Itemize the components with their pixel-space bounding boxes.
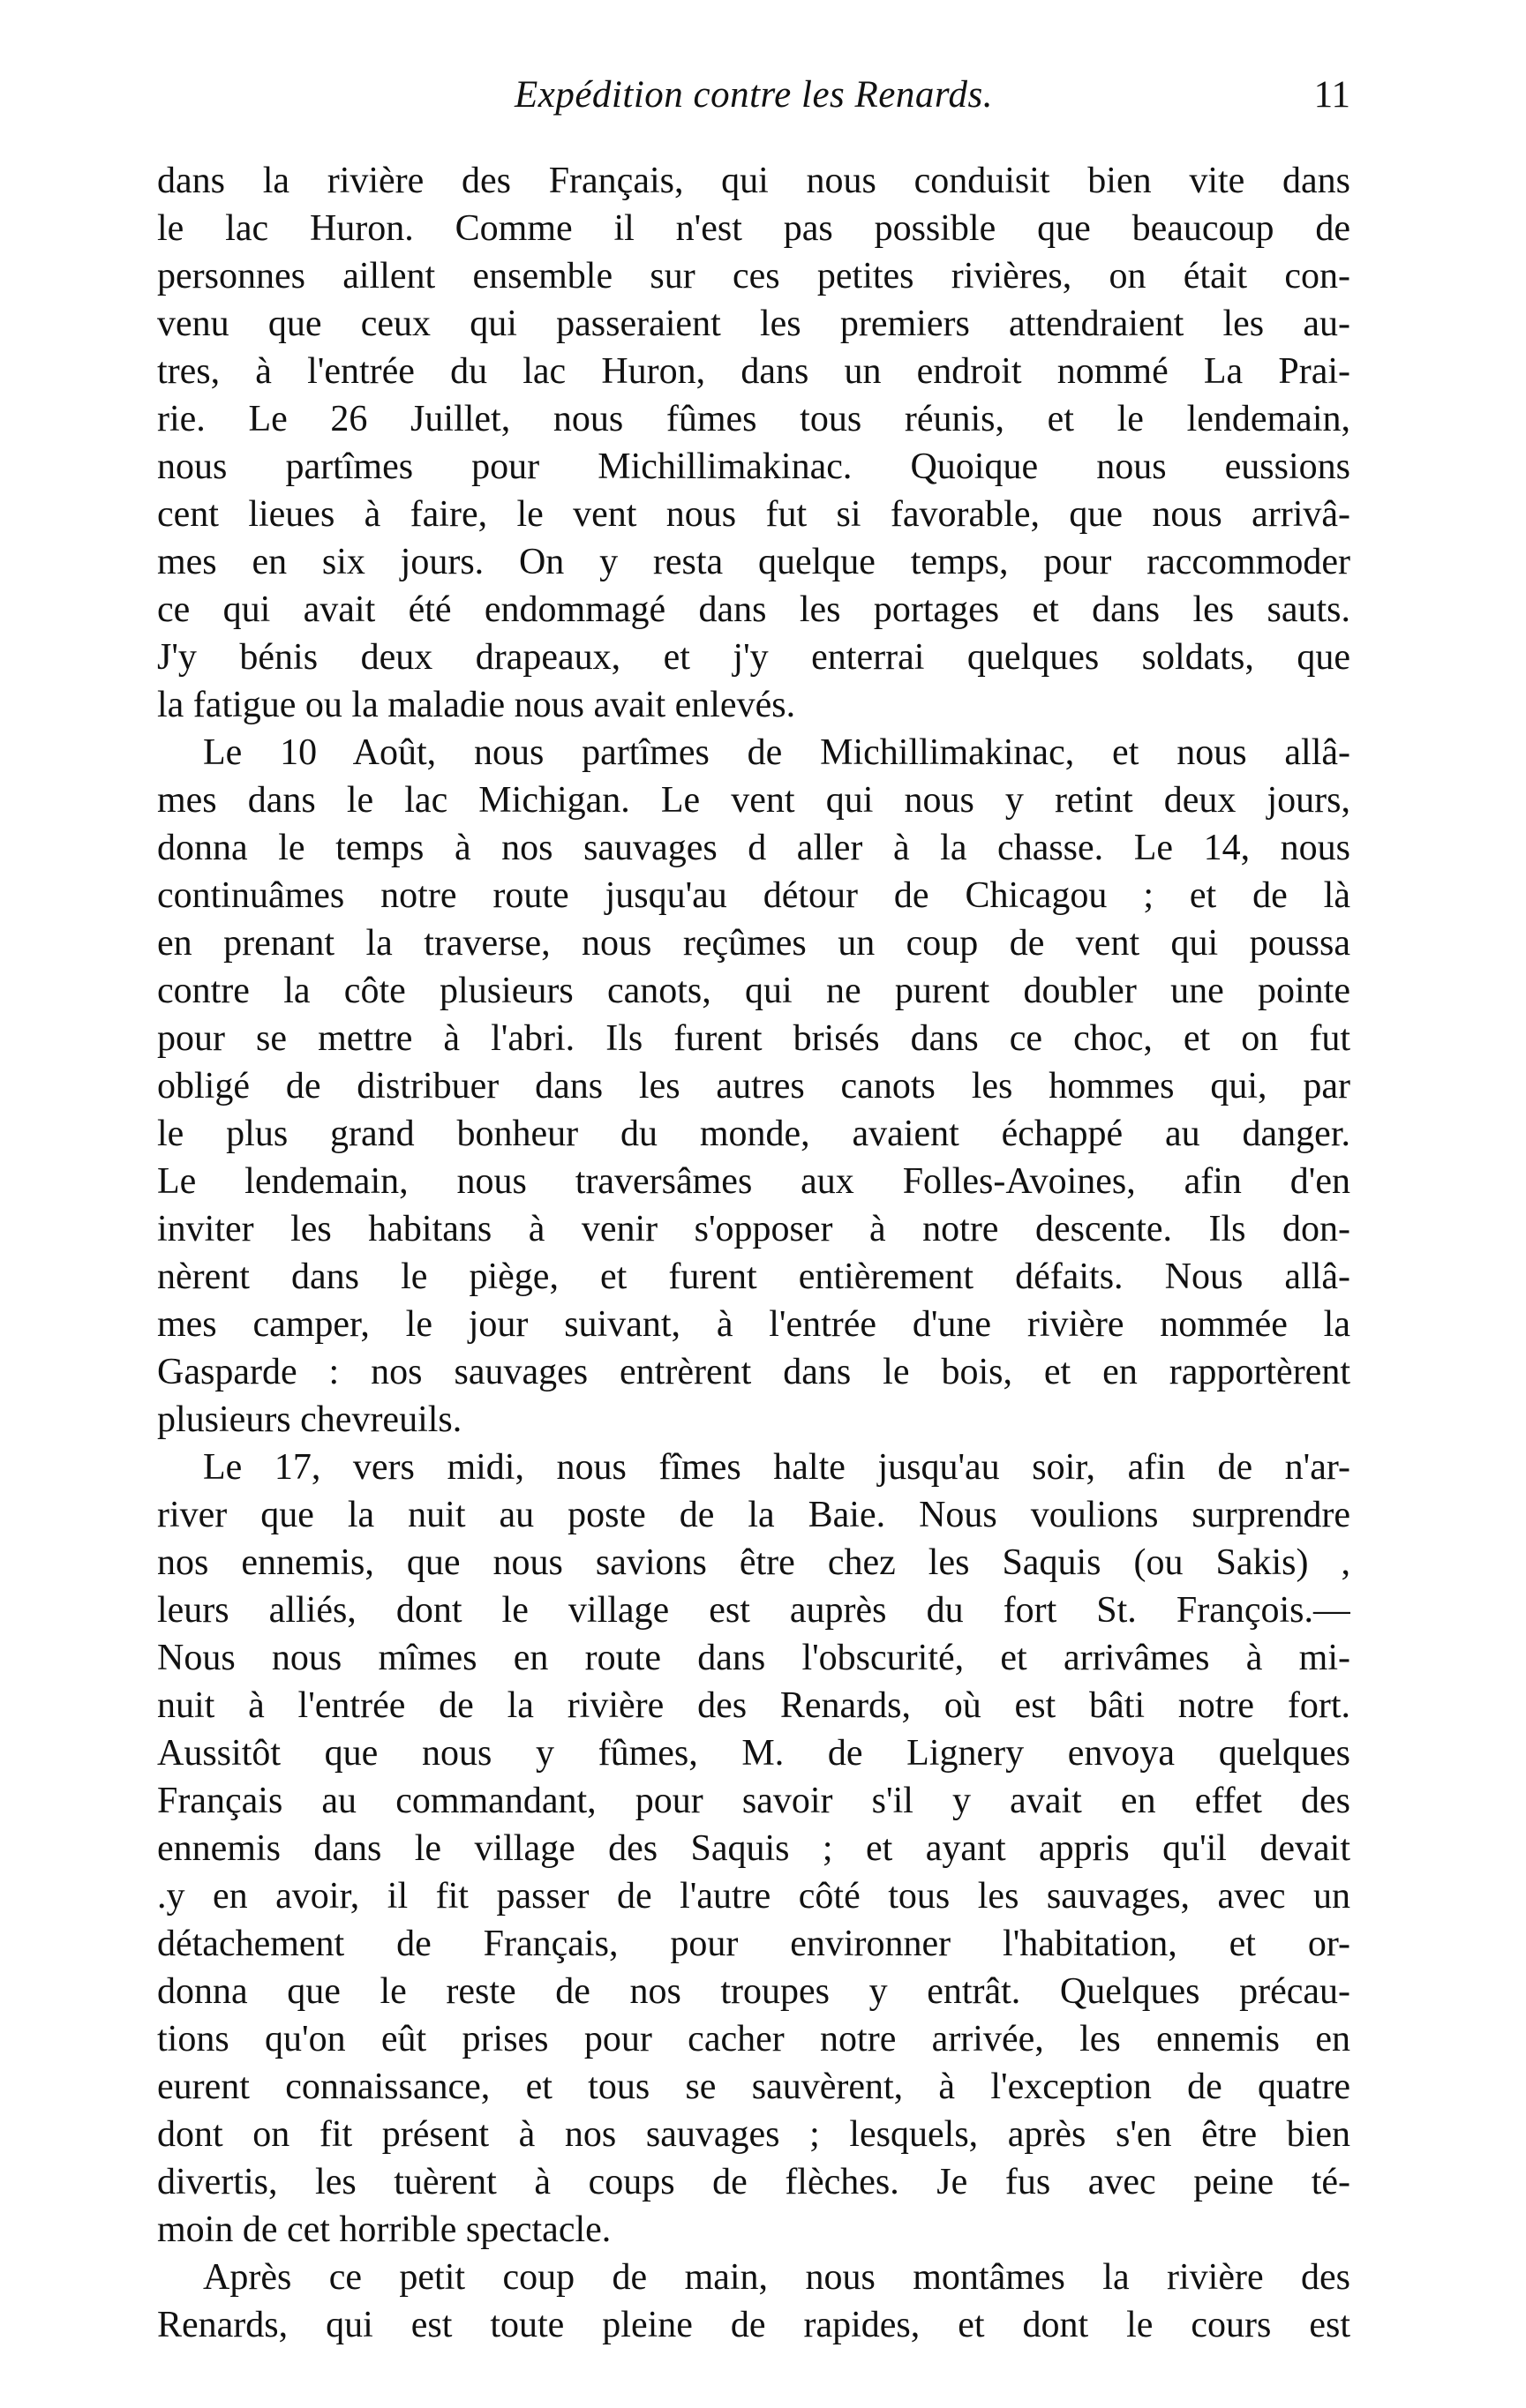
body-text	[157, 157, 1350, 2349]
text-line: en prenant la traverse, nous reçûmes un coup de vent qui poussa	[157, 923, 1350, 964]
text-line: J'y bénis deux drapeaux, et j'y enterrai quelques soldats, que	[157, 637, 1350, 678]
text-line: contre la côte plusieurs canots, qui ne purent doubler une pointe	[157, 971, 1350, 1011]
text-line: Nous nous mîmes en route dans l'obscurité, et arrivâmes à mi-	[157, 1638, 1350, 1678]
text-line: Aussitôt que nous y fûmes, M. de Lignery envoya quelques	[157, 1733, 1350, 1774]
text-line: dans la rivière des Français, qui nous conduisit bien vite dans	[157, 161, 1350, 201]
text-line: obligé de distribuer dans les autres canots les hommes qui, par	[157, 1066, 1350, 1106]
running-title: Expédition contre les Renards.	[514, 74, 994, 116]
text-line: moin de cet horrible spectacle.	[157, 2209, 612, 2250]
text-line: la fatigue ou la maladie nous avait enlevés.	[157, 685, 796, 725]
text-line: Renards, qui est toute pleine de rapides, et dont le cours est	[157, 2305, 1350, 2345]
text-line: Gasparde : nos sauvages entrèrent dans le bois, et en rapportèrent	[157, 1352, 1350, 1392]
text-line: Après ce petit coup de main, nous montâmes la rivière des	[203, 2257, 1350, 2298]
text-line: ce qui avait été endommagé dans les portages et dans les sauts.	[157, 589, 1350, 630]
page-number: 11	[1313, 74, 1350, 116]
text-line: nous partîmes pour Michillimakinac. Quoique nous eussions	[157, 446, 1350, 487]
text-line: détachement de Français, pour environner l'habitation, et or-	[157, 1924, 1350, 1964]
text-line: divertis, les tuèrent à coups de flèches. Je fus avec peine té-	[157, 2162, 1350, 2202]
text-line: Le 10 Août, nous partîmes de Michillimakinac, et nous allâ-	[203, 732, 1350, 773]
text-line: eurent connaissance, et tous se sauvèrent, à l'exception de quatre	[157, 2067, 1350, 2107]
text-line: ennemis dans le village des Saquis ; et ayant appris qu'il devait	[157, 1828, 1350, 1869]
text-line: river que la nuit au poste de la Baie. Nous voulions surprendre	[157, 1495, 1350, 1535]
text-line: nèrent dans le piège, et furent entièrement défaits. Nous allâ-	[157, 1257, 1350, 1297]
text-line: .y en avoir, il fit passer de l'autre côté tous les sauvages, avec un	[157, 1876, 1350, 1917]
text-line: Le 17, vers midi, nous fîmes halte jusqu'au soir, afin de n'ar-	[203, 1447, 1350, 1488]
text-line: tions qu'on eût prises pour cacher notre arrivée, les ennemis en	[157, 2019, 1350, 2059]
text-line: pour se mettre à l'abri. Ils furent brisés dans ce choc, et on fut	[157, 1018, 1350, 1059]
text-line: rie. Le 26 Juillet, nous fûmes tous réunis, et le lendemain,	[157, 399, 1350, 439]
text-line: inviter les habitans à venir s'opposer à notre descente. Ils don-	[157, 1209, 1350, 1249]
text-line: continuâmes notre route jusqu'au détour de Chicagou ; et de là	[157, 875, 1350, 916]
text-line: mes dans le lac Michigan. Le vent qui nous y retint deux jours,	[157, 780, 1350, 821]
text-line: Français au commandant, pour savoir s'il y avait en effet des	[157, 1781, 1350, 1821]
text-line: plusieurs chevreuils.	[157, 1399, 462, 1440]
text-line: le plus grand bonheur du monde, avaient échappé au danger.	[157, 1114, 1350, 1154]
text-line: donna que le reste de nos troupes y entrât. Quelques précau-	[157, 1971, 1350, 2012]
text-line: leurs alliés, dont le village est auprès du fort St. François.—	[157, 1590, 1350, 1631]
text-line: mes en six jours. On y resta quelque temps, pour raccommoder	[157, 542, 1350, 582]
text-line: cent lieues à faire, le vent nous fut si favorable, que nous arrivâ-	[157, 494, 1350, 535]
text-line: Le lendemain, nous traversâmes aux Folles-Avoines, afin d'en	[157, 1161, 1350, 1202]
text-line: dont on fit présent à nos sauvages ; lesquels, après s'en être bien	[157, 2114, 1350, 2155]
text-line: personnes aillent ensemble sur ces petites rivières, on était con-	[157, 256, 1350, 296]
text-line: nos ennemis, que nous savions être chez les Saquis (ou Sakis) ,	[157, 1542, 1350, 1583]
text-line: nuit à l'entrée de la rivière des Renards, où est bâti notre fort.	[157, 1685, 1350, 1726]
text-line: venu que ceux qui passeraient les premiers attendraient les au-	[157, 304, 1350, 344]
text-line: mes camper, le jour suivant, à l'entrée d'une rivière nommée la	[157, 1304, 1350, 1345]
text-line: le lac Huron. Comme il n'est pas possible que beaucoup de	[157, 208, 1350, 249]
text-line: donna le temps à nos sauvages d aller à la chasse. Le 14, nous	[157, 828, 1350, 868]
text-line: tres, à l'entrée du lac Huron, dans un endroit nommé La Prai-	[157, 351, 1350, 392]
running-header	[157, 69, 1350, 122]
